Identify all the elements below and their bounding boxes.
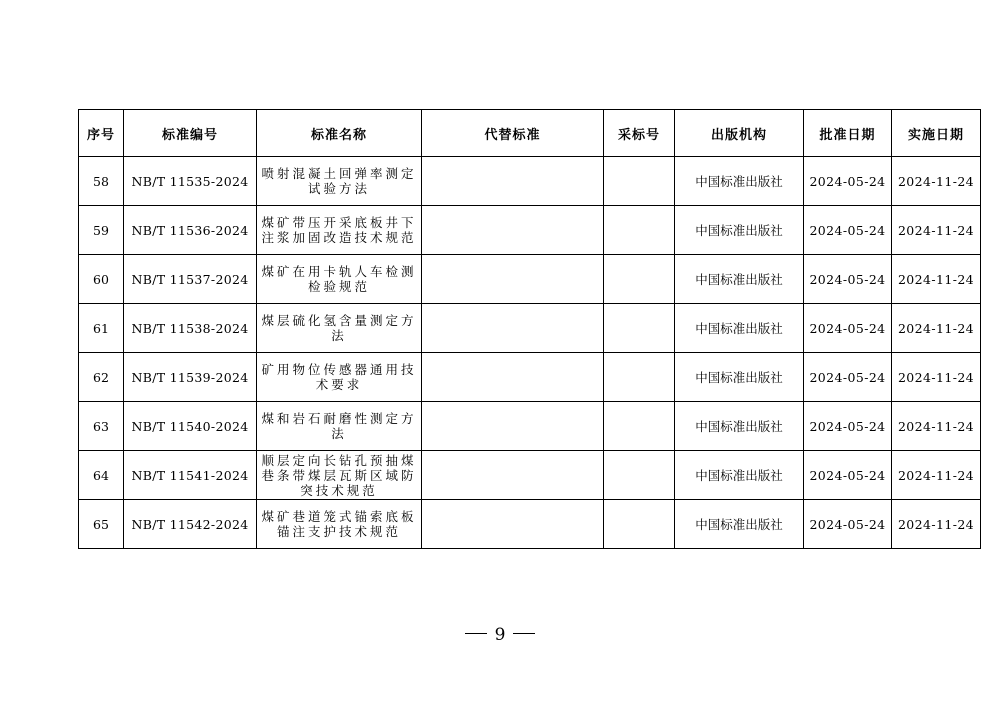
cell-adopted	[604, 304, 675, 353]
cell-name: 喷射混凝土回弹率测定试验方法	[257, 157, 422, 206]
cell-code: NB/T 11535-2024	[124, 157, 257, 206]
cell-no: 61	[79, 304, 124, 353]
cell-name: 煤层硫化氢含量测定方法	[257, 304, 422, 353]
cell-replaces	[422, 402, 604, 451]
table-row	[79, 353, 981, 402]
header-row	[79, 110, 981, 157]
table-row	[79, 255, 981, 304]
header-approved-date: 批准日期	[804, 110, 892, 157]
cell-effective-date: 2024-11-24	[892, 206, 981, 255]
cell-replaces	[422, 255, 604, 304]
cell-adopted	[604, 500, 675, 549]
footer-dash-left	[465, 633, 487, 634]
cell-no: 59	[79, 206, 124, 255]
header-adopted: 采标号	[604, 110, 675, 157]
cell-publisher: 中国标准出版社	[675, 304, 804, 353]
cell-no: 62	[79, 353, 124, 402]
cell-replaces	[422, 451, 604, 500]
cell-no: 63	[79, 402, 124, 451]
cell-effective-date: 2024-11-24	[892, 304, 981, 353]
cell-name: 煤矿巷道笼式锚索底板锚注支护技术规范	[257, 500, 422, 549]
cell-name: 煤矿在用卡轨人车检测检验规范	[257, 255, 422, 304]
cell-approved-date: 2024-05-24	[804, 255, 892, 304]
cell-adopted	[604, 402, 675, 451]
table-row	[79, 304, 981, 353]
cell-replaces	[422, 353, 604, 402]
table-row	[79, 451, 981, 500]
cell-name: 矿用物位传感器通用技术要求	[257, 353, 422, 402]
cell-code: NB/T 11538-2024	[124, 304, 257, 353]
cell-name: 煤和岩石耐磨性测定方法	[257, 402, 422, 451]
cell-replaces	[422, 500, 604, 549]
header-code: 标准编号	[124, 110, 257, 157]
cell-approved-date: 2024-05-24	[804, 451, 892, 500]
table-row	[79, 402, 981, 451]
table-row	[79, 206, 981, 255]
cell-no: 65	[79, 500, 124, 549]
page-footer	[0, 625, 1000, 645]
cell-approved-date: 2024-05-24	[804, 304, 892, 353]
cell-name: 煤矿带压开采底板井下注浆加固改造技术规范	[257, 206, 422, 255]
cell-effective-date: 2024-11-24	[892, 500, 981, 549]
cell-code: NB/T 11536-2024	[124, 206, 257, 255]
cell-replaces	[422, 206, 604, 255]
page-number: 9	[494, 625, 506, 645]
cell-approved-date: 2024-05-24	[804, 206, 892, 255]
header-publisher: 出版机构	[675, 110, 804, 157]
cell-no: 60	[79, 255, 124, 304]
cell-publisher: 中国标准出版社	[675, 157, 804, 206]
cell-approved-date: 2024-05-24	[804, 402, 892, 451]
cell-publisher: 中国标准出版社	[675, 206, 804, 255]
cell-publisher: 中国标准出版社	[675, 402, 804, 451]
cell-approved-date: 2024-05-24	[804, 353, 892, 402]
standards-table	[78, 109, 981, 549]
cell-adopted	[604, 451, 675, 500]
cell-effective-date: 2024-11-24	[892, 255, 981, 304]
header-replaces: 代替标准	[422, 110, 604, 157]
cell-effective-date: 2024-11-24	[892, 353, 981, 402]
cell-approved-date: 2024-05-24	[804, 500, 892, 549]
table-row	[79, 500, 981, 549]
cell-publisher: 中国标准出版社	[675, 255, 804, 304]
cell-replaces	[422, 304, 604, 353]
cell-effective-date: 2024-11-24	[892, 157, 981, 206]
header-name: 标准名称	[257, 110, 422, 157]
cell-effective-date: 2024-11-24	[892, 451, 981, 500]
cell-publisher: 中国标准出版社	[675, 353, 804, 402]
cell-adopted	[604, 353, 675, 402]
cell-adopted	[604, 157, 675, 206]
header-effective-date: 实施日期	[892, 110, 981, 157]
cell-effective-date: 2024-11-24	[892, 402, 981, 451]
header-no: 序号	[79, 110, 124, 157]
cell-code: NB/T 11541-2024	[124, 451, 257, 500]
cell-replaces	[422, 157, 604, 206]
cell-approved-date: 2024-05-24	[804, 157, 892, 206]
cell-code: NB/T 11537-2024	[124, 255, 257, 304]
cell-no: 58	[79, 157, 124, 206]
cell-adopted	[604, 206, 675, 255]
cell-publisher: 中国标准出版社	[675, 500, 804, 549]
cell-name: 顺层定向长钻孔预抽煤巷条带煤层瓦斯区域防突技术规范	[257, 451, 422, 500]
cell-adopted	[604, 255, 675, 304]
table-row	[79, 157, 981, 206]
cell-code: NB/T 11539-2024	[124, 353, 257, 402]
cell-no: 64	[79, 451, 124, 500]
footer-dash-right	[513, 633, 535, 634]
cell-code: NB/T 11540-2024	[124, 402, 257, 451]
cell-publisher: 中国标准出版社	[675, 451, 804, 500]
cell-code: NB/T 11542-2024	[124, 500, 257, 549]
